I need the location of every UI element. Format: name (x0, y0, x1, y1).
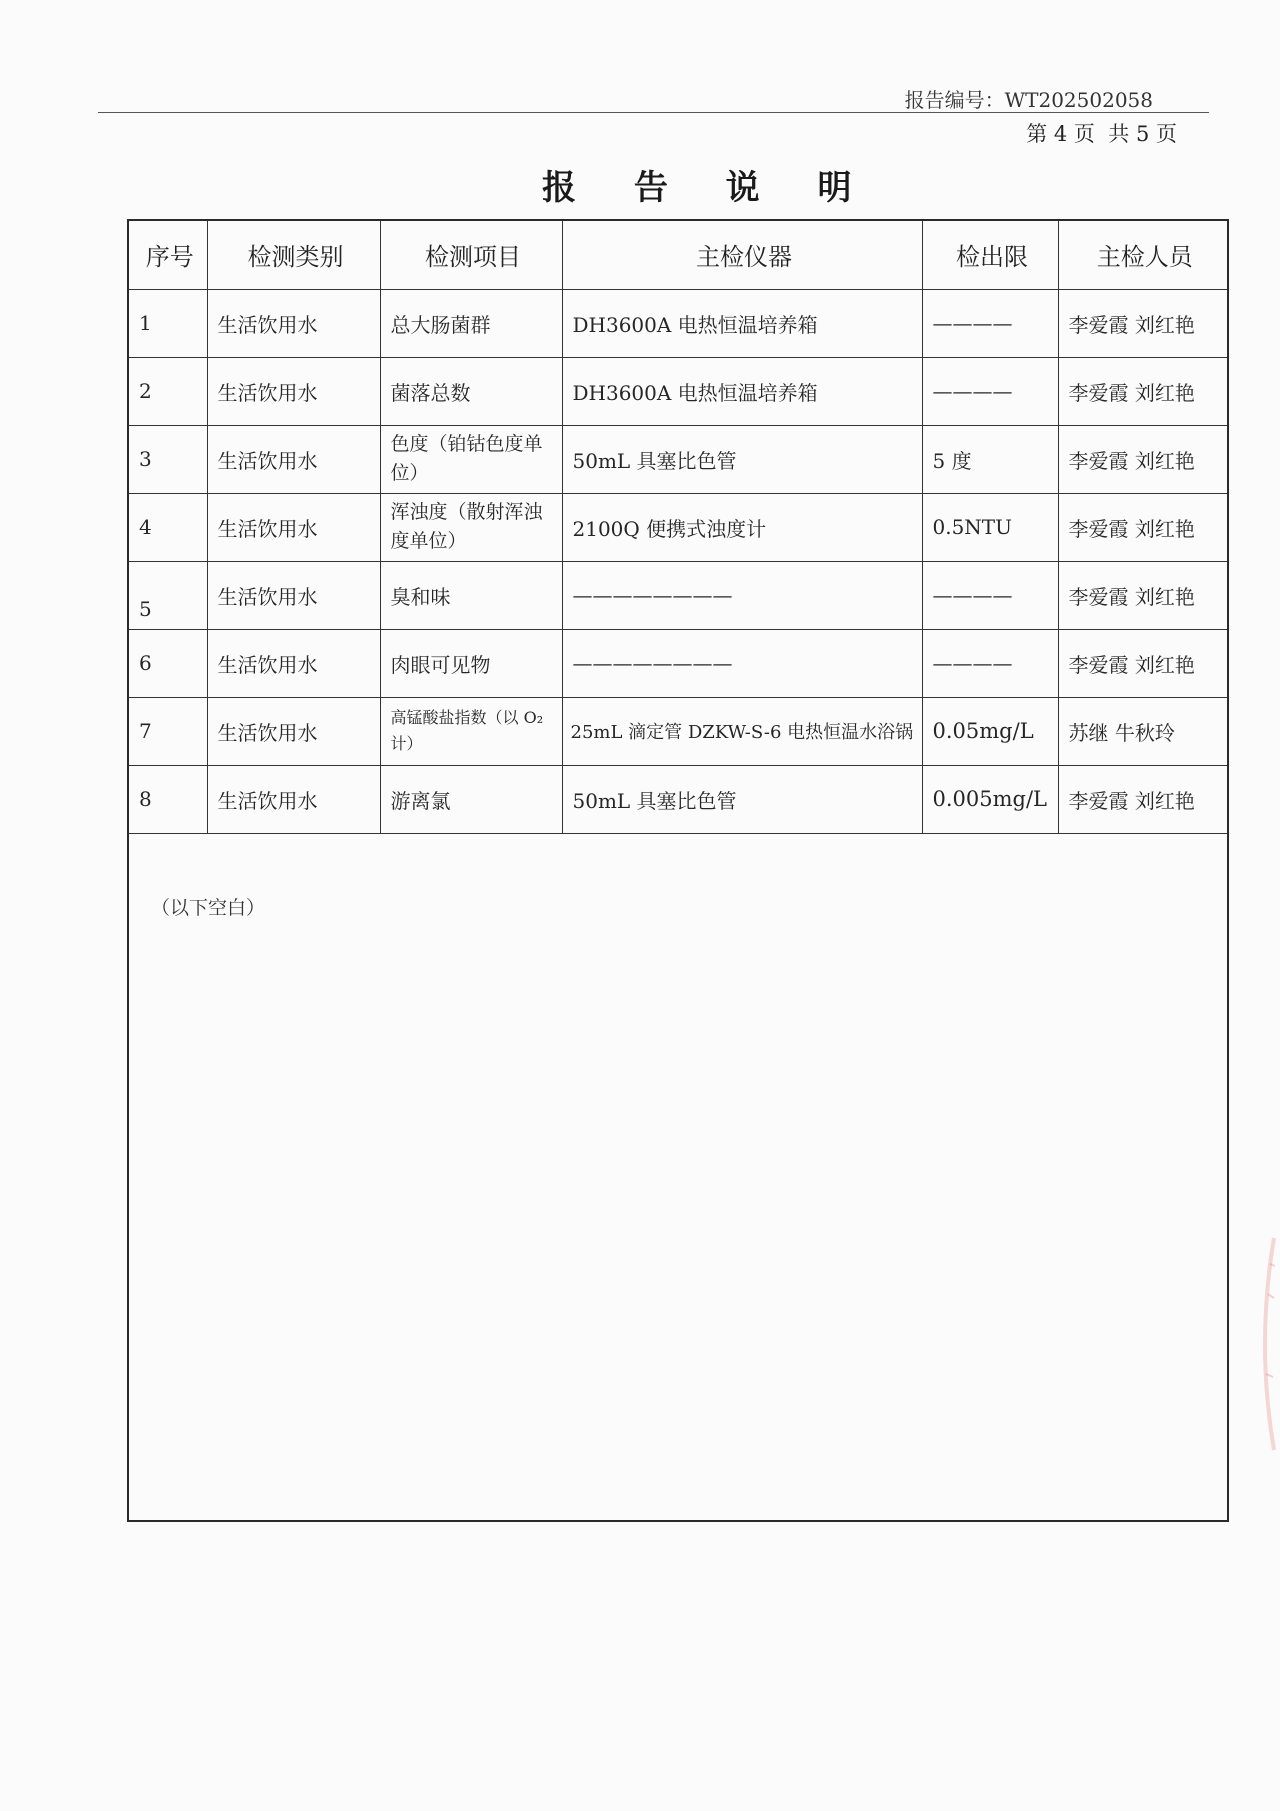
column-header-instrument: 主检仪器 (562, 221, 922, 289)
cell-category: 生活饮用水 (207, 357, 380, 425)
cell-item: 游离氯 (380, 765, 562, 833)
cell-instrument: ———————— (562, 561, 922, 629)
cell-instrument: DH3600A 电热恒温培养箱 (562, 357, 922, 425)
table-header-row (129, 221, 1227, 289)
cell-category: 生活饮用水 (207, 629, 380, 697)
column-header-limit: 检出限 (922, 221, 1058, 289)
column-header-category: 检测类别 (207, 221, 380, 289)
blank-below-note: （以下空白） (151, 897, 266, 919)
cell-limit: ———— (922, 561, 1058, 629)
cell-category: 生活饮用水 (207, 289, 380, 357)
seal-fragment (1250, 1234, 1278, 1454)
cell-category: 生活饮用水 (207, 561, 380, 629)
cell-limit: ———— (922, 629, 1058, 697)
cell-limit: 5 度 (922, 425, 1058, 493)
document-title: 报 告 说 明 (542, 168, 852, 208)
cell-category: 生活饮用水 (207, 493, 380, 561)
cell-item: 色度（铂钴色度单位） (380, 425, 562, 493)
cell-limit: 0.05mg/L (922, 697, 1058, 765)
cell-category: 生活饮用水 (207, 765, 380, 833)
cell-limit: 0.005mg/L (922, 765, 1058, 833)
cell-inspector: 李爱霞 刘红艳 (1058, 561, 1227, 629)
header-rule (98, 112, 1209, 113)
cell-inspector: 李爱霞 刘红艳 (1058, 357, 1227, 425)
cell-no: 5 (129, 561, 207, 629)
table-row (129, 561, 1227, 629)
cell-limit: ———— (922, 289, 1058, 357)
report-table (129, 221, 1227, 834)
cell-no: 1 (129, 289, 207, 357)
cell-limit: 0.5NTU (922, 493, 1058, 561)
cell-no: 6 (129, 629, 207, 697)
cell-no: 2 (129, 357, 207, 425)
cell-instrument: DH3600A 电热恒温培养箱 (562, 289, 922, 357)
cell-inspector: 苏继 牛秋玲 (1058, 697, 1227, 765)
table-row (129, 357, 1227, 425)
cell-no: 4 (129, 493, 207, 561)
cell-item: 总大肠菌群 (380, 289, 562, 357)
table-row (129, 493, 1227, 561)
cell-instrument: 50mL 具塞比色管 (562, 425, 922, 493)
table-row (129, 629, 1227, 697)
table-row (129, 765, 1227, 833)
table-row (129, 425, 1227, 493)
cell-category: 生活饮用水 (207, 425, 380, 493)
cell-instrument: 2100Q 便携式浊度计 (562, 493, 922, 561)
page-info: 第 4 页 共 5 页 (1026, 122, 1177, 146)
column-header-no: 序号 (129, 221, 207, 289)
cell-no: 8 (129, 765, 207, 833)
column-header-item: 检测项目 (380, 221, 562, 289)
cell-instrument: 25mL 滴定管 DZKW-S-6 电热恒温水浴锅 (562, 697, 922, 765)
cell-inspector: 李爱霞 刘红艳 (1058, 629, 1227, 697)
cell-category: 生活饮用水 (207, 697, 380, 765)
cell-inspector: 李爱霞 刘红艳 (1058, 425, 1227, 493)
cell-inspector: 李爱霞 刘红艳 (1058, 289, 1227, 357)
report-number: 报告编号：WT202502058 (904, 88, 1153, 112)
cell-item: 菌落总数 (380, 357, 562, 425)
cell-inspector: 李爱霞 刘红艳 (1058, 493, 1227, 561)
cell-inspector: 李爱霞 刘红艳 (1058, 765, 1227, 833)
cell-item: 臭和味 (380, 561, 562, 629)
cell-item: 浑浊度（散射浑浊度单位） (380, 493, 562, 561)
column-header-inspector: 主检人员 (1058, 221, 1227, 289)
table-row (129, 289, 1227, 357)
cell-item: 高锰酸盐指数（以 O₂ 计） (380, 697, 562, 765)
table-row (129, 697, 1227, 765)
cell-instrument: ———————— (562, 629, 922, 697)
cell-no: 7 (129, 697, 207, 765)
report-frame (127, 219, 1229, 1522)
cell-instrument: 50mL 具塞比色管 (562, 765, 922, 833)
cell-no: 3 (129, 425, 207, 493)
cell-item: 肉眼可见物 (380, 629, 562, 697)
cell-limit: ———— (922, 357, 1058, 425)
